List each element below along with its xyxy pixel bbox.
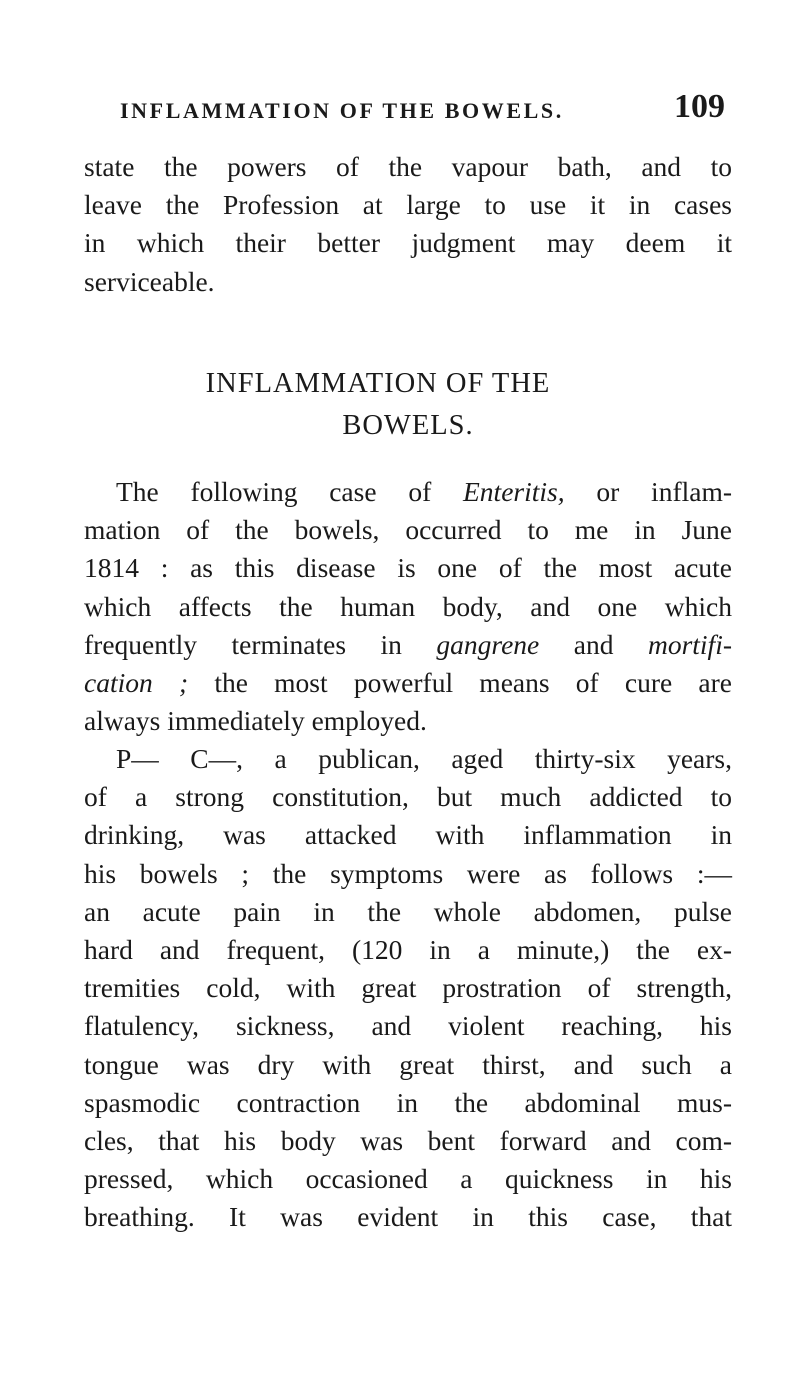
italic-term: mortifi- [647, 628, 732, 660]
text-span: The following case of [116, 476, 463, 507]
text-span: frequently terminates in [84, 628, 437, 660]
text-line: his bowels ; the symptoms were as follows :— [84, 857, 732, 889]
text-line: of a strong constitution, but much addicted to [84, 781, 732, 813]
text-line: tremities cold, with great prostration of strength, [84, 972, 732, 1004]
running-title: INFLAMMATION OF THE BOWELS. [120, 98, 564, 123]
text-line: pressed, which occasioned a quickness in his [84, 1163, 732, 1195]
text-line: serviceable. [84, 265, 215, 297]
text-line: always immediately employed. [84, 705, 427, 737]
chapter-heading [84, 363, 732, 447]
text-line: leave the Profession at large to use it in cases [84, 189, 732, 221]
chapter-heading-line: INFLAMMATION OF THE [205, 368, 551, 399]
text-line: in which their better judgment may deem it [84, 227, 732, 259]
italic-term: cation ; [84, 666, 189, 698]
text-line [84, 473, 732, 511]
text-span: and [539, 628, 648, 660]
paragraph-enteritis [84, 473, 732, 740]
page-number: 109 [674, 88, 725, 125]
opening-paragraph [84, 148, 732, 301]
text-line: 1814 : as this disease is one of the most acute [84, 552, 732, 584]
text-line: hard and frequent, (120 in a minute,) the ex- [84, 933, 732, 965]
italic-term: gangrene [436, 628, 540, 660]
text-line: spasmodic contraction in the abdominal mus- [84, 1086, 732, 1118]
text-span: or inflam- [564, 476, 732, 507]
text-line: state the powers of the vapour bath, and to [84, 151, 732, 182]
text-line: an acute pain in the whole abdomen, pulse [84, 895, 732, 927]
text-line: cles, that his body was bent forward and com- [84, 1124, 732, 1156]
text-span: the most powerful means of cure are [188, 666, 732, 698]
paragraph-case [84, 740, 732, 1236]
text-line [84, 626, 732, 664]
chapter-heading-line: BOWELS. [342, 410, 474, 441]
text-line: flatulency, sickness, and violent reaching, his [84, 1010, 732, 1042]
text-line: breathing. It was evident in this case, that [84, 1201, 732, 1233]
text-line [84, 664, 732, 702]
text-line: which affects the human body, and one which [84, 590, 732, 622]
running-head [120, 88, 725, 128]
italic-term: Enteritis, [463, 476, 565, 507]
text-line: drinking, was attacked with inflammation in [84, 819, 732, 851]
text-line: tongue was dry with great thirst, and such a [84, 1048, 732, 1080]
text-line: P— C—, a publican, aged thirty-six years, [116, 743, 732, 774]
text-line: mation of the bowels, occurred to me in June [84, 514, 732, 546]
